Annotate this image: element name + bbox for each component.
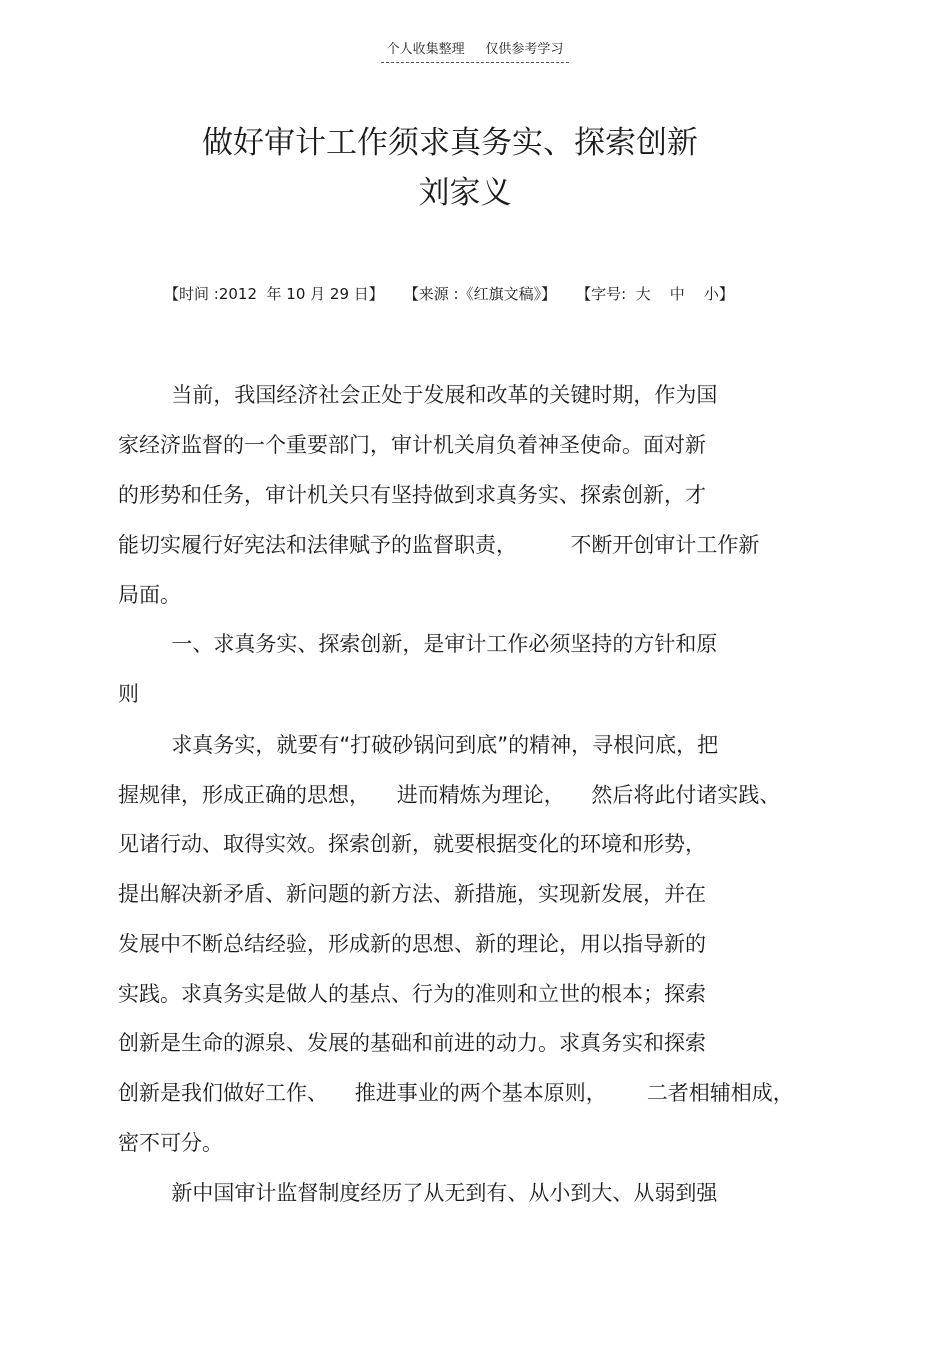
article-meta [164, 283, 734, 305]
body-line: 实践。求真务实是做人的基点、行为的准则和立世的根本；探索 [118, 982, 706, 1006]
body-line: 创新是生命的源泉、发展的基础和前进的动力。求真务实和探索 [118, 1031, 706, 1055]
body-line: 创新是我们做好工作、 推进事业的两个基本原则， 二者相辅相成， [118, 1081, 794, 1105]
body-line: 提出解决新矛盾、新问题的新方法、新措施，实现新发展，并在 [118, 882, 706, 906]
meta-fontsize: 【字号: 大 中 小】 [576, 285, 734, 303]
body-line: 当前，我国经济社会正处于发展和改革的关键时期，作为国 [118, 383, 718, 407]
body-line: 家经济监督的一个重要部门，审计机关肩负着神圣使命。面对新 [118, 433, 706, 457]
body-line: 新中国审计监督制度经历了从无到有、从小到大、从弱到强 [118, 1181, 718, 1205]
body-line: 密不可分。 [118, 1131, 223, 1155]
body-line: 发展中不断总结经验，形成新的思想、新的理论，用以指导新的 [118, 932, 706, 956]
body-line: 求真务实，就要有“打破砂锅问到底”的精神，寻根问底，把 [118, 733, 719, 757]
body-line: 能切实履行好宪法和法律赋予的监督职责， 不断开创审计工作新 [118, 533, 760, 557]
body-line: 见诸行动、取得实效。探索创新，就要根据变化的环境和形势， [118, 832, 706, 856]
meta-source: 【来源 :《红旗文稿》】 [403, 285, 557, 303]
header-text: 个人收集整理 仅供参考学习 [381, 38, 570, 63]
body-line: 局面。 [118, 583, 181, 607]
section-heading-line: 一、求真务实、探索创新，是审计工作必须坚持的方针和原 [118, 632, 718, 656]
meta-time: 【时间 :2012 年 10 月 29 日】 [164, 285, 384, 303]
article-author: 刘家义 [418, 175, 512, 211]
page-header [0, 38, 950, 63]
article-title: 做好审计工作须求真务实、探索创新 [202, 125, 698, 161]
section-heading-line: 则 [118, 682, 139, 706]
body-line: 的形势和任务，审计机关只有坚持做到求真务实、探索创新，才 [118, 483, 706, 507]
body-line: 握规律，形成正确的思想， 进而精炼为理论， 然后将此付诸实践、 [118, 783, 781, 807]
